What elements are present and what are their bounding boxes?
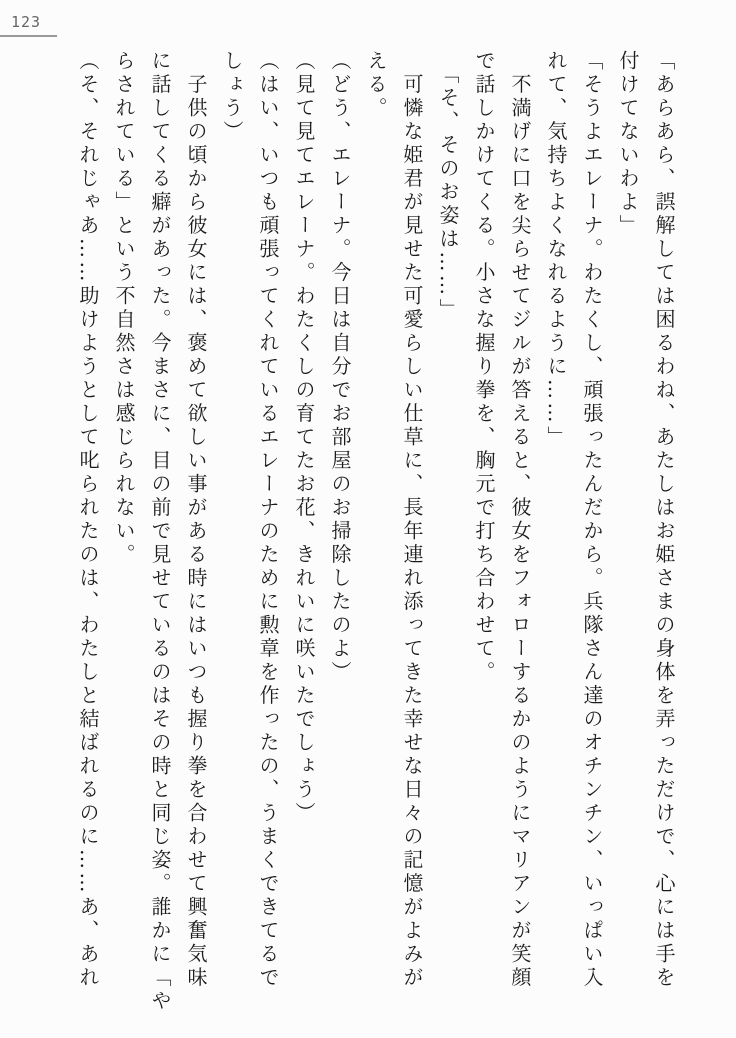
text-column: える。 (364, 50, 388, 121)
text-column: しょう） (220, 50, 244, 144)
text-column: 「あらあら、誤解しては困るわね、あたしはお姫さまの身体を弄っただけで、心には手を (652, 50, 676, 990)
text-column: （どう、エレーナ。今日は自分でお部屋のお掃除したのよ） (328, 50, 352, 685)
text-column: 「そ、そのお姿は……」 (436, 50, 460, 322)
text-column: 「そうよエレーナ。わたくし、頑張ったんだから。兵隊さん達のオチンチン、いっぱい入 (580, 50, 604, 990)
text-column: 付けてないわよ」 (616, 50, 640, 238)
text-column: （見て見てエレーナ。わたくしの育てたお花、きれいに咲いたでしょう） (292, 50, 316, 826)
text-column: 可憐な姫君が見せた可愛らしい仕草に、長年連れ添ってきた幸せな日々の記憶がよみが (400, 50, 424, 990)
text-column: に話してくる癖があった。今まさに、目の前で見せているのはその時と同じ姿。誰かに「や (148, 50, 172, 1014)
page-number: 123 (0, 11, 57, 37)
text-column: （はい、いつも頑張ってくれているエレーナのために勲章を作ったの、うまくできてるで (256, 50, 280, 990)
text-column: 不満げに口を尖らせてジルが答えると、彼女をフォローするかのようにマリアンが笑顔 (508, 50, 532, 990)
text-column: れて、気持ちよくなれるように……」 (544, 50, 568, 450)
vertical-text-block (70, 50, 682, 1014)
text-column: らされている」という不自然さは感じられない。 (112, 50, 136, 567)
text-column: 子供の頃から彼女には、褒めて欲しい事がある時にはいつも握り拳を合わせて興奮気味 (184, 50, 208, 990)
text-column: で話しかけてくる。小さな握り拳を、胸元で打ち合わせて。 (472, 50, 496, 685)
text-column: （そ、それじゃあ……助けようとして叱られたのは、わたしと結ばれるのに……あ、あれ (76, 50, 100, 990)
